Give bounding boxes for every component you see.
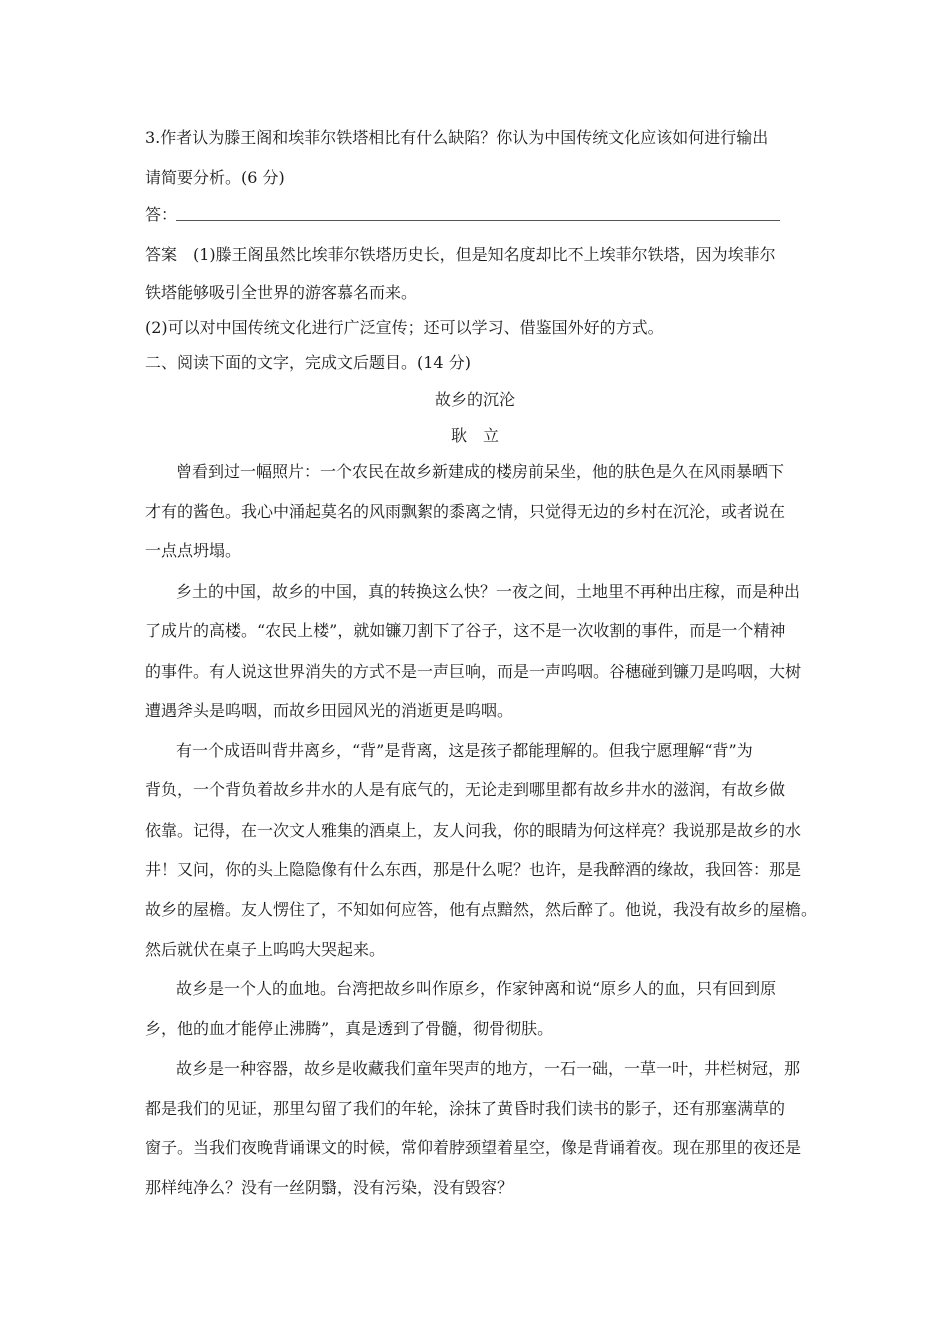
paragraph-5-line: 都是我们的见证，那里勾留了我们的年轮，涂抹了黄昏时我们读书的影子，还有那塞满草的 (145, 1099, 786, 1118)
paragraph-5-line: 那样纯净么？没有一丝阴翳，没有污染，没有毁容？ (145, 1178, 514, 1197)
answer-label: 答： (145, 205, 178, 224)
paragraph-3-line: 故乡的屋檐。友人愣住了，不知如何应答，他有点黯然，然后醉了。他说，我没有故乡的屋檐。 (145, 900, 818, 919)
paragraph-3-line: 有一个成语叫背井离乡，“背”是背离，这是孩子都能理解的。但我宁愿理解“背”为 (176, 741, 753, 760)
section-heading: 二、阅读下面的文字，完成文后题目。(14 分) (145, 353, 471, 372)
paragraph-3-line: 依靠。记得，在一次文人雅集的酒桌上，友人问我，你的眼睛为何这样亮？我说那是故乡的水 (145, 821, 802, 840)
paragraph-3-line: 然后就伏在桌子上呜呜大哭起来。 (145, 940, 386, 959)
paragraph-2-line: 乡土的中国，故乡的中国，真的转换这么快？一夜之间，土地里不再种出庄稼，而是种出 (176, 582, 801, 601)
answer-line-2: 铁塔能够吸引全世界的游客慕名而来。 (145, 283, 418, 302)
answer-line-3: (2)可以对中国传统文化进行广泛宣传；还可以学习、借鉴国外好的方式。 (145, 318, 664, 337)
paragraph-2-line: 了成片的高楼。“农民上楼”，就如镰刀割下了谷子，这不是一次收割的事件，而是一个精神 (145, 621, 786, 640)
paragraph-2-line: 遭遇斧头是呜咽，而故乡田园风光的消逝更是呜咽。 (145, 701, 514, 720)
paragraph-5-line: 窗子。当我们夜晚背诵课文的时候，常仰着脖颈望着星空，像是背诵着夜。现在那里的夜还是 (145, 1138, 802, 1157)
question3-line-2: 请简要分析。(6 分) (145, 168, 285, 187)
paragraph-5-line: 故乡是一种容器，故乡是收藏我们童年哭声的地方，一石一础，一草一叶，井栏树冠，那 (176, 1059, 801, 1078)
question3-line-1: 3.作者认为滕王阁和埃菲尔铁塔相比有什么缺陷？你认为中国传统文化应该如何进行输出 (145, 128, 769, 147)
paragraph-3-line: 井！又问，你的头上隐隐像有什么东西，那是什么呢？也许，是我醉酒的缘故，我回答：那是 (145, 860, 802, 879)
paragraph-2-line: 的事件。有人说这世界消失的方式不是一声巨响，而是一声呜咽。谷穗碰到镰刀是呜咽，大树 (145, 662, 802, 681)
paragraph-1-line: 才有的酱色。我心中涌起莫名的风雨飘絮的黍离之情，只觉得无边的乡村在沉沦，或者说在 (145, 502, 786, 521)
paragraph-4-line: 乡，他的血才能停止沸腾”，真是透到了骨髓，彻骨彻肤。 (145, 1019, 554, 1038)
paragraph-4-line: 故乡是一个人的血地。台湾把故乡叫作原乡，作家钟离和说“原乡人的血，只有回到原 (176, 979, 777, 998)
article-author: 耿 立 (450, 426, 499, 445)
article-title: 故乡的沉沦 (434, 390, 515, 409)
paragraph-1-line: 一点点坍塌。 (145, 541, 242, 560)
paragraph-1-line: 曾看到过一幅照片：一个农民在故乡新建成的楼房前呆坐，他的肤色是久在风雨暴晒下 (176, 462, 785, 481)
answer-blank-line (176, 220, 780, 221)
paragraph-3-line: 背负，一个背负着故乡井水的人是有底气的，无论走到哪里都有故乡井水的滋润，有故乡做 (145, 780, 786, 799)
answer-line-1: 答案 (1)滕王阁虽然比埃菲尔铁塔历史长，但是知名度却比不上埃菲尔铁塔，因为埃菲尔 (145, 245, 776, 264)
